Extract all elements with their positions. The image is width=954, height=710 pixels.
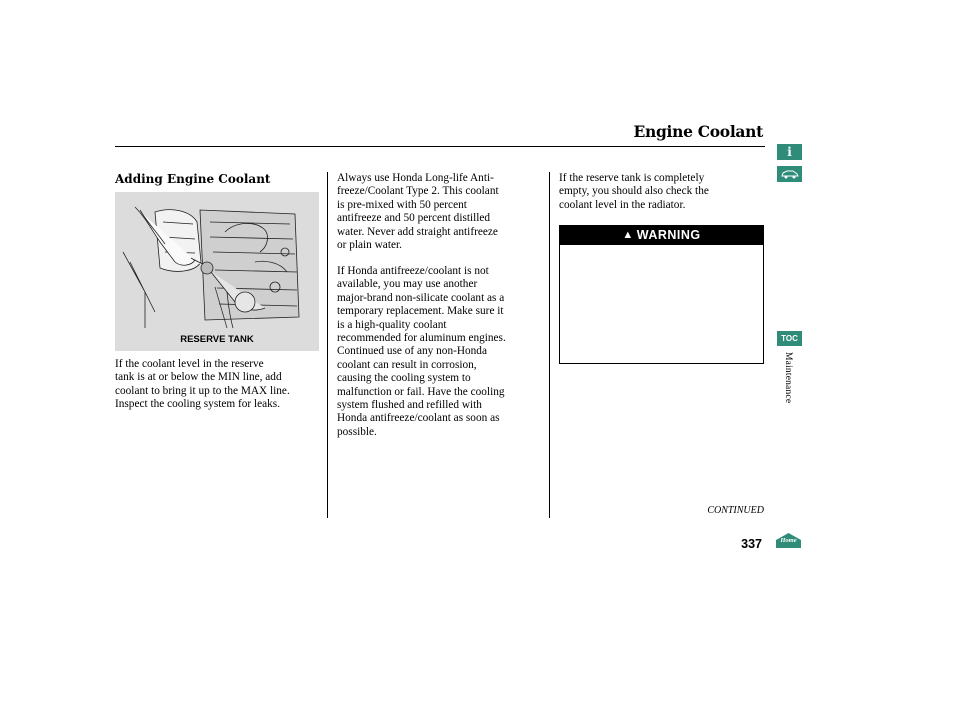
toc-button[interactable]: TOC [777,331,802,346]
continued-label: CONTINUED [707,505,764,516]
car-icon [780,169,800,179]
text-line: empty, you should also check the [559,185,709,198]
text-line: temporary replacement. Make sure it [337,305,504,318]
text-line: or plain water. [337,239,402,252]
column2-paragraph-1 [337,172,499,252]
warning-label: WARNING [636,228,701,242]
info-button[interactable] [777,144,802,160]
text-line: freeze/Coolant Type 2. This coolant [337,185,499,198]
text-line: is a high-quality coolant [337,318,447,331]
warning-triangle-icon: ▲ [622,229,634,241]
text-line: available, you may use another [337,278,478,291]
column-divider-2 [549,172,550,518]
title-divider [115,146,765,147]
text-line: coolant to bring it up to the MAX line. [115,384,290,397]
home-button[interactable] [775,532,802,549]
warning-header [559,225,764,245]
text-line: major-brand non-silicate coolant as a [337,291,505,304]
reserve-tank-figure [115,192,319,351]
text-line: water. Never add straight antifreeze [337,225,498,238]
warning-box [559,245,764,364]
figure-label: RESERVE TANK [180,334,254,345]
text-line: system flushed and refilled with [337,399,482,412]
text-line: Honda antifreeze/coolant as soon as [337,412,500,425]
text-line: If the coolant level in the reserve [115,358,264,370]
column1-paragraph [115,358,290,412]
section-subheading: Adding Engine Coolant [115,172,271,186]
info-icon: i [787,145,792,159]
home-label: Home [780,537,797,544]
text-line: coolant can result in corrosion, [337,358,477,371]
text-line: recommended for aluminum engines. [337,332,506,345]
text-line: tank is at or below the MIN line, add [115,371,282,384]
text-line: is pre-mixed with 50 percent [337,198,467,211]
page-title: Engine Coolant [633,122,763,141]
section-label: Maintenance [783,352,793,404]
text-line: Continued use of any non-Honda [337,345,487,358]
text-line: Always use Honda Long-life Anti- [337,172,494,184]
column3-paragraph [559,172,709,212]
text-line: coolant level in the radiator. [559,198,686,211]
text-line: Inspect the cooling system for leaks. [115,398,281,411]
column2-paragraph-2 [337,265,506,439]
text-line: causing the cooling system to [337,372,471,385]
text-line: If the reserve tank is completely [559,172,705,184]
page-number: 337 [741,537,762,551]
text-line: If Honda antifreeze/coolant is not [337,265,489,277]
text-line: malfunction or fail. Have the cooling [337,385,505,398]
text-line: possible. [337,425,377,438]
column-divider-1 [327,172,328,518]
text-line: antifreeze and 50 percent distilled [337,212,491,225]
engine-bay-illustration [115,192,319,332]
car-button[interactable] [777,166,802,182]
